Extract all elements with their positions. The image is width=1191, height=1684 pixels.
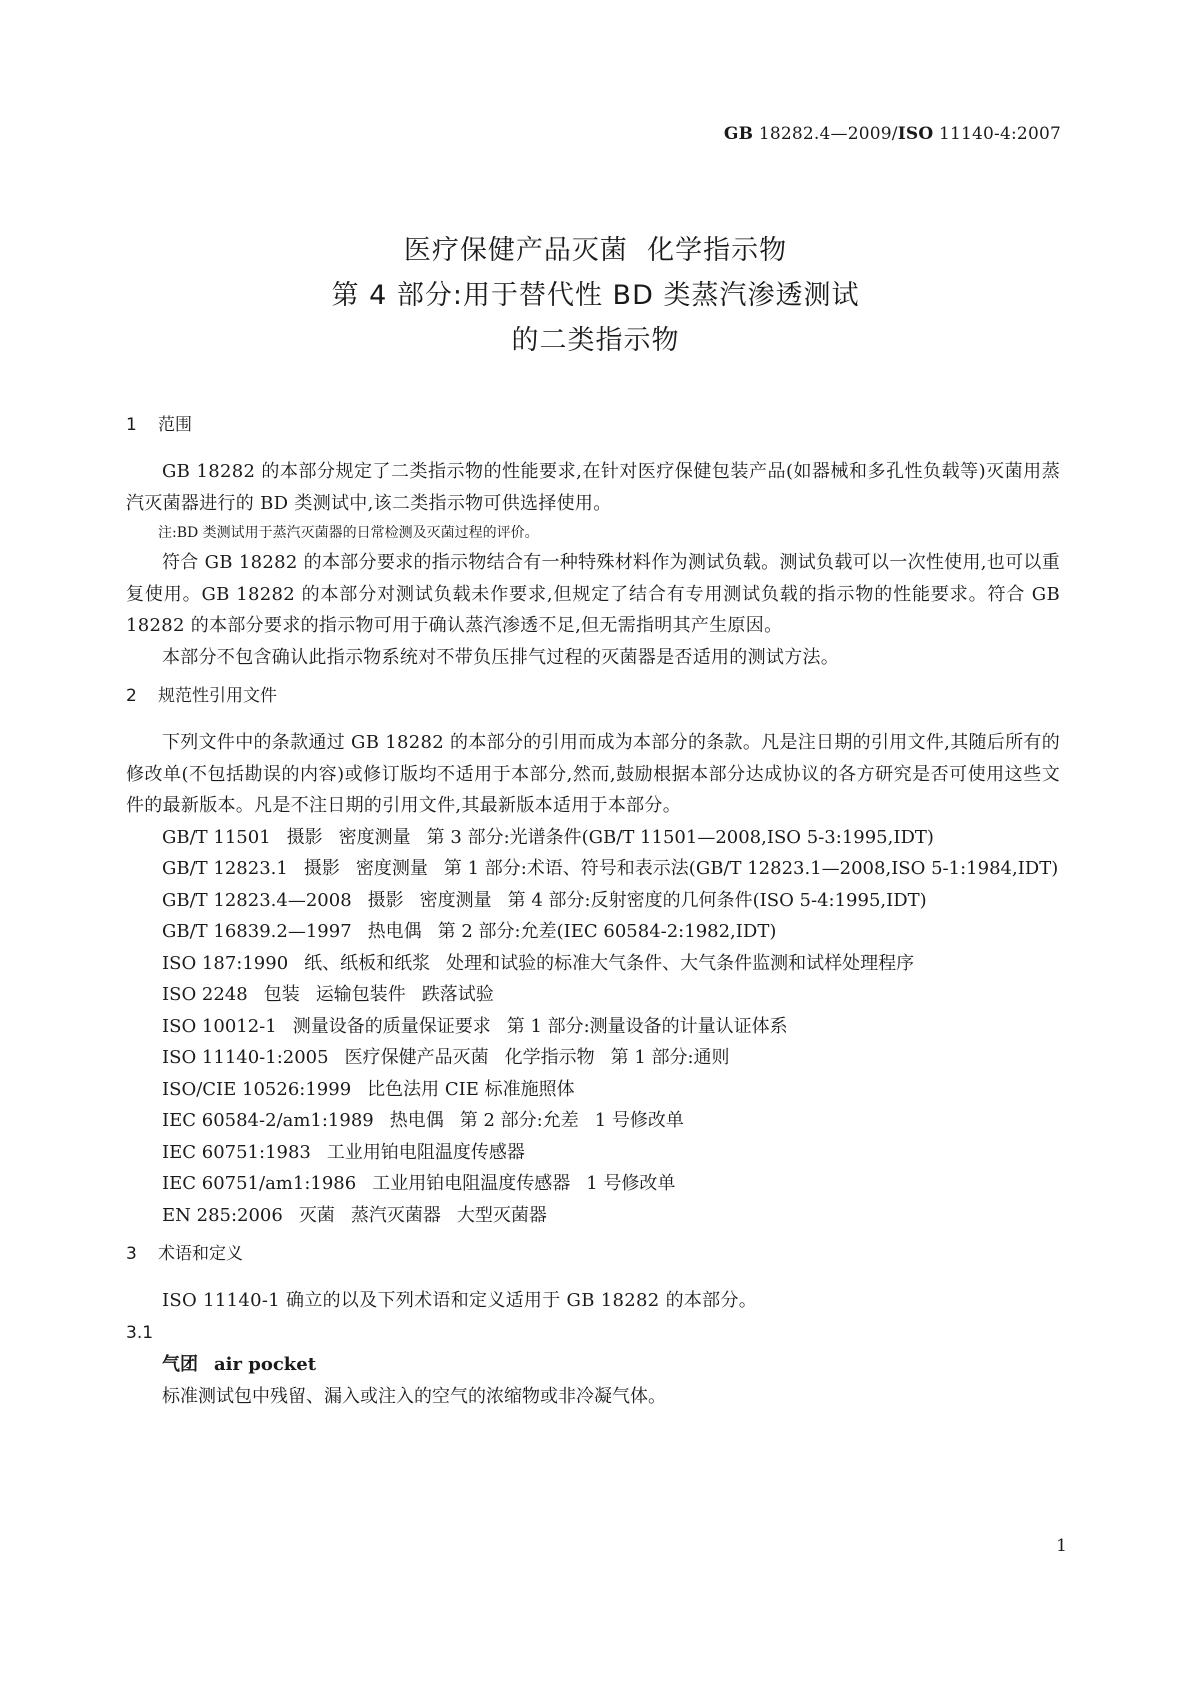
section-heading-scope: 1 范围 — [126, 415, 192, 435]
reference-item: IEC 60584-2/am1:1989 热电偶 第 2 部分:允差 1 号修改单 — [162, 1110, 684, 1131]
scope-paragraph-1: GB 18282 的本部分规定了二类指示物的性能要求,在针对医疗保健包装产品(如器械和多孔性负载等)灭菌用蒸汽灭菌器进行的 BD 类测试中,该二类指示物可供选择使用。 — [126, 461, 1060, 514]
scope-paragraph-3: 本部分不包含确认此指示物系统对不带负压排气过程的灭菌器是否适用的测试方法。 — [162, 646, 840, 668]
reference-item: ISO 187:1990 纸、纸板和纸浆 处理和试验的标准大气条件、大气条件监测和试样处理程序 — [162, 952, 915, 974]
reference-item: EN 285:2006 灭菌 蒸汽灭菌器 大型灭菌器 — [162, 1204, 547, 1226]
title-line-2: 第 4 部分:用于替代性 BD 类蒸汽渗透测试 — [331, 280, 860, 311]
reference-item: IEC 60751:1983 工业用铂电阻温度传感器 — [162, 1141, 525, 1163]
reference-item: IEC 60751/am1:1986 工业用铂电阻温度传感器 1 号修改单 — [162, 1173, 676, 1194]
reference-item: GB/T 12823.4—2008 摄影 密度测量 第 4 部分:反射密度的几何条件(ISO 5-4:1995,IDT) — [162, 889, 927, 911]
document-body — [126, 410, 1060, 1413]
reference-item: GB/T 12823.1 摄影 密度测量 第 1 部分:术语、符号和表示法(GB/T 12823.1—2008,ISO 5-1:1984,IDT) — [162, 858, 1059, 879]
reference-item: GB/T 11501 摄影 密度测量 第 3 部分:光谱条件(GB/T 11501—2008,ISO 5-3:1995,IDT) — [162, 826, 934, 848]
reference-item: ISO 10012-1 测量设备的质量保证要求 第 1 部分:测量设备的计量认证体系 — [162, 1015, 788, 1037]
document-title — [0, 228, 1191, 363]
reference-list — [126, 822, 1060, 1232]
section-heading-terms-definitions: 3 术语和定义 — [126, 1244, 243, 1264]
title-line-3: 的二类指示物 — [511, 325, 680, 356]
title-line-1: 医疗保健产品灭菌 化学指示物 — [403, 235, 788, 266]
section-heading-normative-references: 2 规范性引用文件 — [126, 686, 277, 706]
reference-item: GB/T 16839.2—1997 热电偶 第 2 部分:允差(IEC 60584-2:1982,IDT) — [162, 921, 777, 942]
references-intro: 下列文件中的条款通过 GB 18282 的本部分的引用而成为本部分的条款。凡是注日期的引用文件,其随后所有的修改单(不包括勘误的内容)或修订版均不适用于本部分,然而,鼓励根据本部分达成协议的各方研究是否可使用这些文件的最新版本。凡是不注日期的引用文件,其最新版本适用于本部分。 — [126, 732, 1060, 816]
scope-paragraph-2: 符合 GB 18282 的本部分要求的指示物结合有一种特殊材料作为测试负载。测试负载可以一次性使用,也可以重复使用。GB 18282 的本部分对测试负载未作要求,但规定了结合有专用测试负载的指示物的性能要求。符合 GB 18282 的本部分要求的指示物可用于确认蒸汽渗透不足,但无需指明其产生原因。 — [126, 552, 1060, 636]
term-definition: 标准测试包中残留、漏入或注入的空气的浓缩物或非冷凝气体。 — [162, 1385, 666, 1407]
standard-number: GB 18282.4—2009/ISO 11140-4:2007 — [723, 124, 1061, 144]
term-number: 3.1 — [126, 1322, 154, 1343]
terms-intro: ISO 11140-1 确立的以及下列术语和定义适用于 GB 18282 的本部分。 — [162, 1290, 758, 1311]
term-chinese: 气团 — [162, 1353, 198, 1375]
reference-item: ISO 11140-1:2005 医疗保健产品灭菌 化学指示物 第 1 部分:通则 — [162, 1047, 730, 1068]
reference-item: ISO/CIE 10526:1999 比色法用 CIE 标准施照体 — [162, 1078, 575, 1100]
term-entry — [126, 1349, 1060, 1381]
scope-note: 注:BD 类测试用于蒸汽灭菌器的日常检测及灭菌过程的评价。 — [158, 525, 539, 541]
reference-item: ISO 2248 包装 运输包装件 跌落试验 — [162, 984, 494, 1005]
term-english: air pocket — [214, 1353, 317, 1375]
page-number: 1 — [1056, 1536, 1067, 1556]
